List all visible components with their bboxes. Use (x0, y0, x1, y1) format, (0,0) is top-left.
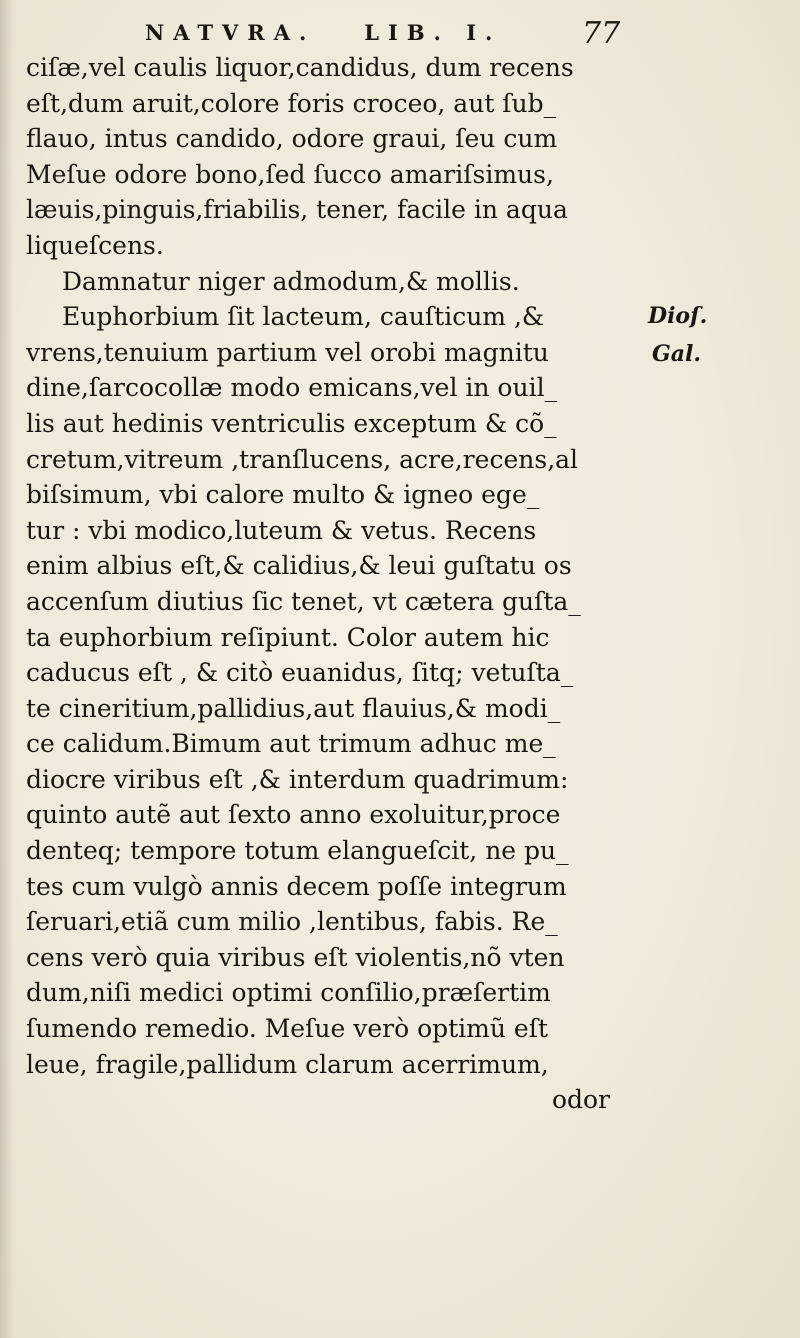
text-line: tes cum vulgò annis decem poſſe integrum (26, 871, 567, 901)
text-line: biſsimum, vbi calore multo & igneo ege_ (26, 480, 540, 510)
binding-gutter (0, 0, 14, 1338)
text-line: caducus eſt , & citò euanidus, ſitq; vetuſta_ (26, 658, 574, 688)
text-line: ſeruari,etiã cum milio ,lentibus, fabis. Re_ (26, 907, 558, 937)
page-number: 77 (582, 16, 621, 51)
text-line: accenſum diutius ſic tenet, vt cætera guſta_ (26, 586, 581, 616)
text-line: flauo, intus candido, odore graui, ſeu cum (26, 124, 558, 154)
text-line: ſumendo remedio. Meſue verò optimũ eſt (26, 1014, 549, 1044)
text-line: læuis,pinguis,friabilis, tener, facile in aqua (26, 195, 568, 225)
text-line: te cineritium,pallidius,aut flauius,& modi_ (26, 693, 561, 723)
text-line: quinto autẽ aut ſexto anno exoluitur,proce (26, 800, 561, 830)
text-line: enim albius eſt,& calidius,& leui guſtatu os (26, 551, 572, 581)
margin-note-galen: Gal. (652, 341, 702, 367)
running-head (120, 14, 680, 54)
text-line: ta euphorbium reſipiunt. Color autem hic (26, 622, 550, 652)
text-line: ce calidum.Bimum aut trimum adhuc me_ (26, 729, 556, 759)
text-line: Meſue odore bono,ſed ſucco amariſsimus, (26, 159, 554, 189)
text-line: dine,ſarcocollæ modo emicans,vel in ouil_ (26, 373, 558, 403)
text-line: leue, fragile,pallidum clarum acerrimum, (26, 1049, 549, 1079)
text-line: Damnatur niger admodum,& mollis. (62, 266, 520, 296)
margin-note-dioscorides: Dioſ. (648, 303, 708, 329)
text-line: diocre viribus eſt ,& interdum quadrimum: (26, 764, 569, 794)
text-line: dum,niſi medici optimi conſilio,præſertim (26, 978, 551, 1008)
text-line: ciſæ,vel caulis liquor,candidus, dum recens (26, 53, 574, 82)
text-line: liqueſcens. (26, 230, 164, 260)
text-line: cens verò quia viribus eſt violentis,nõ vten (26, 942, 565, 972)
body-text (26, 50, 638, 1118)
text-line: cretum,vitreum ,tranſlucens, acre,recens,al (26, 444, 579, 474)
text-line: tur : vbi modico,luteum & vetus. Recens (26, 515, 537, 545)
running-title: NATVRA. LIB. I. (145, 20, 502, 45)
text-line: lis aut hedinis ventriculis exceptum & cõ_ (26, 408, 557, 438)
text-line: eſt,dum aruit,colore foris croceo, aut ſub_ (26, 88, 557, 118)
catchword: odor (551, 1085, 610, 1115)
text-line: denteq; tempore totum elangueſcit, ne pu_ (26, 836, 569, 866)
text-line: vrens,tenuium partium vel orobi magnitu (26, 337, 549, 367)
text-line: Euphorbium ſit lacteum, cauſticum ,& (62, 302, 545, 332)
